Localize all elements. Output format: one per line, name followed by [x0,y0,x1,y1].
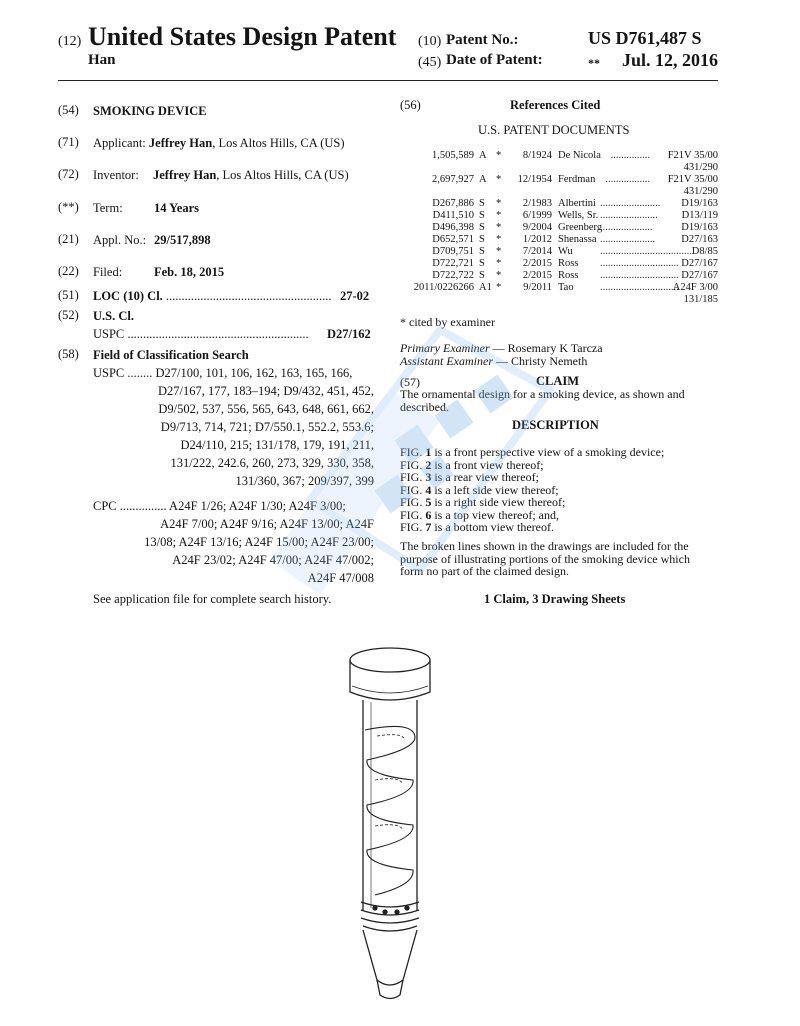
figure-description [400,521,718,534]
uspc-search-line: 131/222, 242.6, 260, 273, 329, 330, 358, [170,456,374,470]
reference-row [400,150,718,162]
loc-field [93,288,374,304]
uspc-field [93,326,325,342]
figure-prefix: FIG. [400,470,426,484]
applicant-place: , Los Altos Hills, CA (US) [212,136,345,150]
reference-leader-dots: ..................... [600,234,656,245]
reference-star: * [496,246,502,257]
reference-date: 8/1924 [522,150,552,161]
figure-text: is a rear view thereof; [431,470,539,484]
figure-text: is a front view thereof; [431,457,544,472]
reference-row [400,222,718,234]
figure-text: is a right side view thereof; [431,495,566,509]
reference-kind: S [479,258,485,269]
reference-number: D709,751 [432,246,474,257]
figure-descriptions [400,446,718,534]
reference-class-continuation: 431/290 [683,186,718,197]
cited-by-examiner-note: * cited by examiner [400,315,495,329]
term-extension-mark: ** [588,56,600,70]
uspc-search-line: 131/360, 367; 209/397, 399 [235,474,374,488]
field-code-72: (72) [58,167,79,181]
reference-leader-dots: .................................... [600,246,695,257]
broken-lines-line: form no part of the claimed design. [400,564,569,578]
figure-text: is a left side view thereof; [431,482,559,497]
reference-leader-dots: ...................... [600,210,658,221]
field-code-57: (57) [400,375,420,389]
smoking-device-drawing [325,640,455,1010]
reference-name: Ross [558,270,579,281]
reference-date: 1/2012 [522,234,552,245]
reference-star: * [496,234,502,245]
reference-number: 2,697,927 [432,174,474,185]
reference-date: 6/1999 [522,210,552,221]
cpc-search-block [93,497,374,587]
field-code-51: (51) [58,288,79,302]
reference-date: 9/2011 [523,282,552,293]
reference-leader-dots: ....................... [600,198,661,209]
uspc-search-block [93,364,374,490]
reference-kind: S [479,198,485,209]
figure-number: 7 [425,520,432,534]
field-code-52: (52) [58,308,79,322]
term-value: 14 Years [154,201,200,215]
reference-star: * [496,282,502,293]
kind-code-12: (12) [58,34,82,49]
us-patent-documents-subtitle: U.S. PATENT DOCUMENTS [478,123,630,137]
figure-prefix: FIG. [400,495,426,509]
reference-star: * [496,174,502,185]
inventor-place: , Los Altos Hills, CA (US) [216,168,349,182]
reference-class-continuation: 131/185 [683,294,718,305]
kind-code-45: (45) [418,55,442,70]
uspc-value: D27/162 [327,327,371,341]
broken-lines-line: The broken lines shown in the drawings are included for the [400,539,689,553]
reference-star: * [496,258,502,269]
reference-kind: S [479,210,485,221]
reference-name: De Nicola [558,150,601,161]
filed-label: Filed: [93,265,123,279]
reference-star: * [496,210,502,221]
inventor-surname: Han [88,52,116,68]
uspc-search-line: USPC ........ D27/100, 101, 106, 162, 163, 165, 166, [93,366,353,380]
reference-row [400,234,718,246]
reference-star: * [496,222,502,233]
cpc-search-line: A24F 7/00; A24F 9/16; A24F 13/00; A24F [160,517,374,531]
reference-number: D411,510 [432,210,474,221]
field-code-54: (54) [58,103,79,117]
claim-line: described. [400,399,449,414]
field-code-term: (**) [58,200,79,214]
figure-number: 1 [425,445,432,459]
reference-class: D27/167 [681,258,718,269]
cpc-search-line: 13/08; A24F 13/16; A24F 15/00; A24F 23/00; [144,535,374,549]
reference-class: D27/163 [681,234,718,245]
loc-value: 27-02 [340,289,370,303]
reference-class: D27/167 [681,270,718,281]
appl-no-value: 29/517,898 [154,233,211,247]
claim-title: CLAIM [536,374,580,388]
invention-title: SMOKING DEVICE [93,104,207,118]
header-rule [58,80,718,81]
inventor-label: Inventor: [93,168,139,182]
claim-line: The ornamental design for a smoking device, as shown and [400,387,685,401]
assistant-examiner-name: — Christy Nemeth [493,354,588,368]
cpc-search-line: A24F 23/02; A24F 47/00; A24F 47/002; [172,553,374,567]
reference-kind: A [479,150,487,161]
reference-star: * [496,150,502,161]
reference-name: Shenassa [558,234,597,245]
reference-number: D722,722 [432,270,474,281]
reference-name: Albertini [558,198,596,209]
reference-kind: S [479,270,485,281]
figure-prefix: FIG. [400,482,426,497]
claims-sheets-summary: 1 Claim, 3 Drawing Sheets [484,592,626,606]
uspc-search-line: D24/110, 215; 131/178, 179, 191, 211, [180,438,374,452]
inventor-field [93,167,349,183]
patent-no-label: Patent No.: [446,32,519,48]
figure-number: 6 [425,507,432,522]
figure-number: 3 [425,470,432,484]
appl-no-label: Appl. No.: [93,233,147,247]
reference-number: D496,398 [432,222,474,233]
reference-class: F21V 35/00 [667,150,718,161]
description-title: DESCRIPTION [512,418,599,432]
search-history-note: See application file for complete search history. [93,592,332,606]
patent-type-title: United States Design Patent [88,22,397,51]
reference-kind: S [479,222,485,233]
field-of-search-label: Field of Classification Search [93,348,249,362]
term-label: Term: [93,201,123,215]
reference-name: Wu [558,246,573,257]
field-code-56: (56) [400,98,421,112]
field-code-21: (21) [58,232,79,246]
reference-class: D19/163 [681,222,718,233]
loc-label: LOC (10) Cl. [93,289,163,303]
figure-prefix: FIG. [400,457,426,472]
reference-row [400,174,718,186]
uspc-search-line: D9/713, 714, 721; D7/550.1, 552.2, 553.6; [160,420,374,434]
primary-examiner-label: Primary Examiner [400,341,490,355]
reference-class: D13/119 [681,210,718,221]
field-code-71: (71) [58,135,79,149]
applicant-name: Jeffrey Han [148,136,213,150]
reference-star: * [496,270,502,281]
reference-name: Tao [558,282,574,293]
date-of-patent: Jul. 12, 2016 [622,50,719,70]
figure-number: 2 [425,457,432,472]
figure-prefix: FIG. [400,507,426,522]
figure-text: is a bottom view thereof. [431,520,554,534]
figure-text: is a front perspective view of a smoking device; [431,445,665,459]
reference-row [400,210,718,222]
reference-date: 9/2004 [522,222,552,233]
uspc-dots: .......................................................... [124,327,309,341]
reference-class-continuation: 431/290 [683,162,718,173]
reference-class: D8/85 [691,246,718,257]
reference-leader-dots: .............................. [600,282,679,293]
reference-row [400,282,718,294]
primary-examiner-name: — Rosemary K Tarcza [489,341,603,355]
references-table [400,150,718,306]
figure-prefix: FIG. [400,520,426,534]
applicant-label: Applicant: [93,136,146,150]
figure-number: 4 [425,482,432,497]
reference-name: Ross [558,258,579,269]
claim-text [400,388,718,413]
reference-row [400,258,718,270]
applicant-field [93,135,345,151]
reference-number: D267,886 [432,198,474,209]
cpc-search-line: A24F 47/008 [307,571,374,585]
reference-leader-dots: ............... [610,150,650,161]
reference-date: 2/2015 [522,258,552,269]
reference-kind: S [479,234,485,245]
references-cited-title: References Cited [510,98,601,112]
reference-star: * [496,198,502,209]
date-of-patent-label: Date of Patent: [446,52,543,68]
figure-prefix: FIG. [400,445,426,459]
broken-lines-statement [400,540,718,578]
uspc-search-line: D9/502, 537, 556, 565, 643, 648, 661, 662, [158,402,374,416]
field-code-58: (58) [58,347,79,361]
broken-lines-line: purpose of illustrating portions of the smoking device which [400,551,690,566]
reference-number: D652,571 [432,234,474,245]
figure-number: 5 [425,495,432,509]
reference-date: 12/1954 [517,174,552,185]
assistant-examiner-label: Assistant Examiner [400,354,493,368]
loc-dots: ..................................................... [162,289,332,303]
reference-date: 7/2014 [522,246,552,257]
reference-kind: A [479,174,487,185]
reference-number: 1,505,589 [432,150,474,161]
reference-kind: A1 [479,282,492,293]
reference-class: A24F 3/00 [672,282,718,293]
filed-value: Feb. 18, 2015 [154,265,225,279]
cpc-search-line: CPC ............... A24F 1/26; A24F 1/30; A24F 3/00; [93,499,346,513]
reference-date: 2/2015 [522,270,552,281]
assistant-examiner [400,354,587,369]
uspc-search-line: D27/167, 177, 183–194; D9/432, 451, 452, [158,384,374,398]
reference-leader-dots: ................. [605,174,650,185]
reference-name: Ferdman [558,174,596,185]
patent-number: US D761,487 S [588,28,702,48]
reference-row [400,246,718,258]
reference-row [400,270,718,282]
kind-code-10: (10) [418,34,442,49]
reference-number: D722,721 [432,258,474,269]
reference-leader-dots: .................... [600,222,653,233]
reference-leader-dots: .............................. [600,258,679,269]
reference-name: Greenberg [558,222,603,233]
inventor-name: Jeffrey Han [153,168,217,182]
reference-row [400,198,718,210]
reference-leader-dots: .............................. [600,270,679,281]
figure-text: is a top view thereof; and, [431,507,559,522]
reference-class: D19/163 [681,198,718,209]
uspc-label: USPC [93,327,125,341]
us-cl-label: U.S. Cl. [93,309,134,323]
reference-name: Wells, Sr. [558,210,599,221]
field-code-22: (22) [58,264,79,278]
reference-number: 2011/0226266 [413,282,474,293]
reference-class: F21V 35/00 [667,174,718,185]
reference-date: 2/1983 [522,198,552,209]
reference-kind: S [479,246,485,257]
